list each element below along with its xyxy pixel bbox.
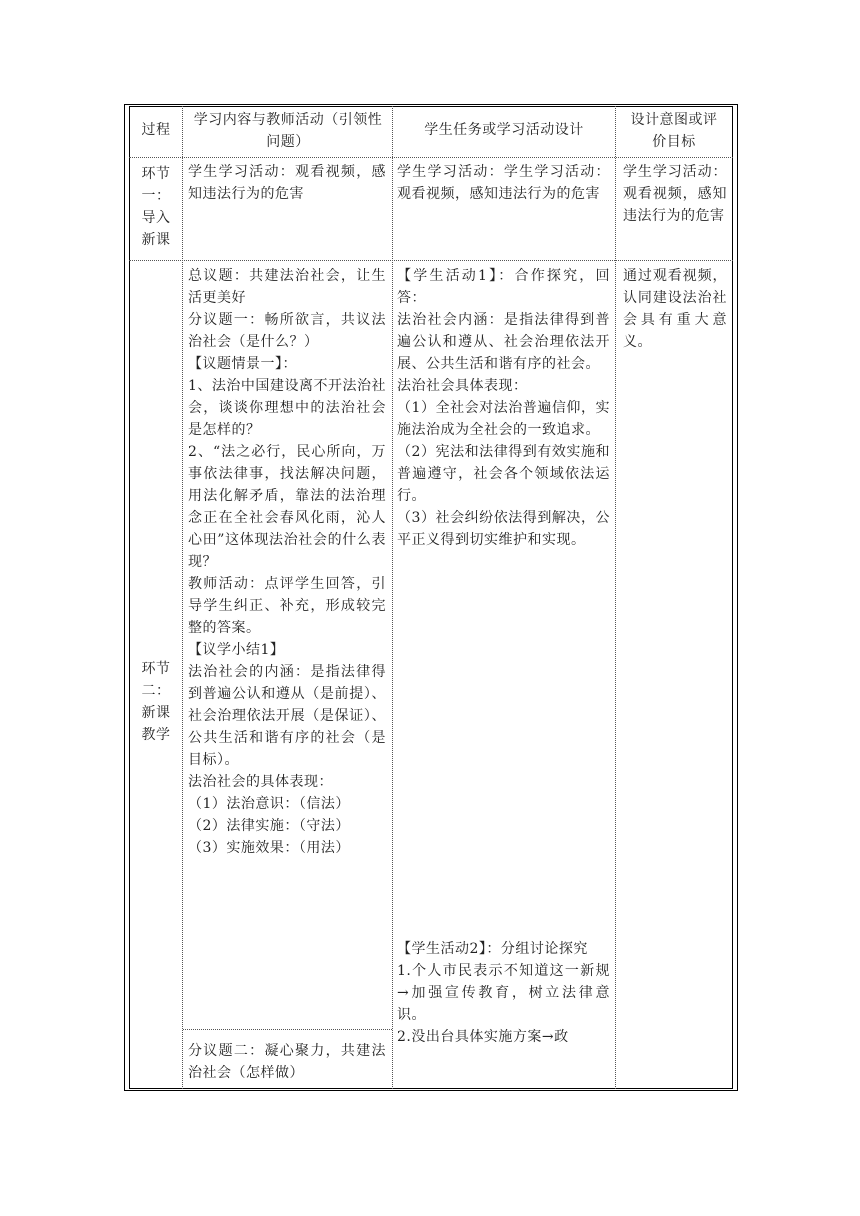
content-line: （3）实施效果：（用法）	[188, 840, 350, 856]
intro-content: 学生学习活动：观看视频，感知违法行为的危害	[188, 164, 386, 202]
row-divider	[129, 157, 733, 158]
row-divider	[129, 260, 733, 261]
lesson-task-activity1	[397, 265, 610, 551]
stage-intro: 环节一：导入新课	[141, 166, 171, 248]
content-line: 分议题一：畅所欲言，共议法治社会（是什么？）	[188, 312, 386, 350]
header-process: 过程	[141, 122, 171, 138]
column-divider	[392, 106, 393, 1089]
cell-divider	[183, 1029, 392, 1030]
task-line: 法治社会具体表现：	[397, 378, 528, 394]
intro-intent: 学生学习活动：观看视频，感知违法行为的危害	[623, 164, 727, 224]
content-line: 【议题情景一】：	[188, 356, 297, 372]
task-line: 1.个人市民表示不知道这一新规→加强宣传教育，树立法律意识。	[397, 963, 610, 1023]
content-line: 2、“法之必行，民心所向，万事依法律事，找法解决问题，用法化解矛盾，靠法的法治理念正在全社会春风化雨，沁人心田”这体现法治社会的什么表现？	[188, 444, 386, 570]
task-line: （3）社会纠纷依法得到解决，公平正义得到切实维护和实现。	[397, 510, 610, 548]
lesson-task-activity2	[397, 938, 610, 1048]
task-line: 【学生活动1】：合作探究，回答：	[397, 268, 610, 306]
content-line: 法治社会的内涵：是指法律得到普遍公认和遵从（是前提）、社会治理依法开展（是保证）、公共生活和谐有序的社会（是目标）。	[188, 664, 386, 768]
header-content: 学习内容与教师活动（引领性问题）	[193, 112, 383, 150]
task-line: 2.没出台具体实施方案→政	[397, 1029, 569, 1045]
content-line: （1）法治意识：（信法）	[188, 796, 350, 812]
lesson-intent: 通过观看视频，认同建设法治社会具有重大意义。	[623, 268, 727, 350]
content-line: 总议题：共建法治社会，让生活更美好	[188, 268, 386, 306]
header-intent: 设计意图或评价目标	[630, 112, 718, 150]
intro-task: 学生学习活动：学生学习活动：观看视频，感知违法行为的危害	[397, 164, 610, 202]
content-line: 教师活动：点评学生回答，引导学生纠正、补充，形成较完整的答案。	[188, 576, 386, 636]
stage-new-lesson: 环节二：新课教学	[141, 661, 171, 743]
lesson-content-subtopic2: 分议题二：凝心聚力，共建法治社会（怎样做）	[188, 1043, 386, 1081]
content-line: 法治社会的具体表现：	[188, 774, 333, 790]
column-divider	[615, 106, 616, 1089]
task-line: （2）宪法和法律得到有效实施和普遍遵守，社会各个领域依法运行。	[397, 444, 610, 504]
header-task: 学生任务或学习活动设计	[424, 122, 584, 138]
lesson-content	[188, 265, 386, 859]
content-line: （2）法律实施：（守法）	[188, 818, 350, 834]
task-line: （1）全社会对法治普遍信仰，实施法治成为全社会的一致追求。	[397, 400, 610, 438]
column-divider	[182, 106, 183, 1089]
content-line: 1、法治中国建设离不开法治社会，谈谈你理想中的法治社会是怎样的？	[188, 378, 386, 438]
task-line: 【学生活动2】：分组讨论探究	[397, 941, 588, 957]
content-line: 【议学小结1】	[188, 642, 285, 658]
task-line: 法治社会内涵：是指法律得到普遍公认和遵从、社会治理依法开展、公共生活和谐有序的社会。	[397, 312, 610, 372]
